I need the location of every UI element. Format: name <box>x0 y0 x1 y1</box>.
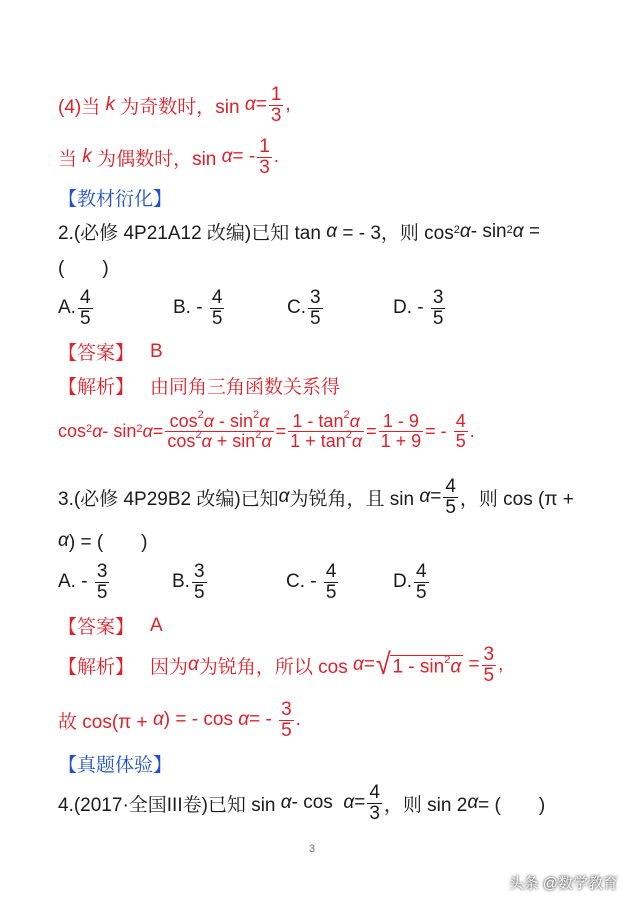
text: 4.(2017·全国III卷)已知 sin <box>58 794 276 816</box>
text: - sin <box>470 220 507 242</box>
fraction <box>324 562 339 603</box>
exponent: 2 <box>343 409 350 421</box>
var-alpha: α <box>343 792 355 814</box>
option-b <box>172 562 209 603</box>
option-label: A. <box>58 571 76 593</box>
text: ) = - cos <box>163 709 233 731</box>
text: 为偶数时，sin <box>97 148 217 170</box>
sqrt <box>375 648 463 682</box>
explanation-3-conclusion <box>58 700 301 741</box>
fraction-4 <box>454 412 468 451</box>
text: 1 + tan <box>290 430 346 451</box>
text: 因为 <box>150 656 189 678</box>
var-alpha: α <box>326 220 338 242</box>
option-b <box>173 288 226 329</box>
exponent: 2 <box>136 423 143 436</box>
fraction <box>95 562 110 603</box>
numerator: 4 <box>369 782 380 803</box>
var-alpha: α <box>467 792 479 814</box>
numerator: 3 <box>432 287 444 308</box>
equals: = <box>528 220 540 242</box>
fraction-2 <box>288 409 364 451</box>
denominator <box>288 428 364 451</box>
question-3-blank <box>58 527 147 554</box>
text: - sin <box>102 420 137 441</box>
answer-line-odd-k <box>58 85 291 126</box>
numerator: 4 <box>79 287 91 308</box>
var-alpha: α <box>188 654 199 676</box>
fraction <box>308 288 323 329</box>
denominator: 5 <box>281 719 292 741</box>
denominator: 3 <box>270 104 282 126</box>
answer-2 <box>58 338 163 365</box>
option-a <box>58 562 111 603</box>
fraction <box>210 288 225 329</box>
fraction <box>431 288 446 329</box>
option-label: B. <box>173 297 191 319</box>
equals: = <box>275 420 287 441</box>
text: = ( ) <box>478 794 546 816</box>
text: - cos <box>291 792 333 814</box>
text: + sin <box>211 430 256 451</box>
text: cos <box>58 420 87 441</box>
exponent: 2 <box>86 423 93 436</box>
text: 当 <box>58 148 78 170</box>
explanation-2-formula <box>58 409 475 451</box>
numerator: 1 <box>259 136 270 157</box>
var-alpha: α <box>349 411 360 431</box>
question-4-stem <box>58 783 545 824</box>
fraction <box>192 562 207 603</box>
equals: = <box>468 654 480 676</box>
var-alpha: α <box>201 430 212 451</box>
option-label: C. <box>286 571 305 593</box>
option-label: B. <box>172 571 190 593</box>
numerator: 4 <box>211 287 223 308</box>
var-alpha: α <box>142 420 153 441</box>
denominator: 5 <box>483 664 495 686</box>
text: 1 - sin <box>392 656 445 678</box>
equals: = <box>255 94 267 116</box>
exponent: 2 <box>444 653 451 666</box>
var-alpha: α <box>152 709 164 731</box>
answer-value: A <box>150 614 163 636</box>
denominator: 3 <box>259 156 270 178</box>
equals: = - <box>232 146 256 168</box>
text: = - 3，则 cos <box>342 223 454 244</box>
denominator: 5 <box>193 581 205 603</box>
numerator: 3 <box>281 699 292 720</box>
equals: = <box>152 420 164 441</box>
answer-value: B <box>150 340 163 362</box>
punct: . <box>469 420 475 441</box>
var-alpha: α <box>221 146 233 168</box>
sign: - <box>417 297 424 319</box>
fraction <box>257 137 272 178</box>
var-alpha: α <box>280 792 292 814</box>
sign: - <box>310 571 317 593</box>
text: ，则 sin 2 <box>383 794 468 816</box>
explanation-2-header <box>58 372 340 399</box>
fraction <box>269 85 284 126</box>
option-label: A. <box>58 297 76 319</box>
text: 2.(必修 4P21A12 改编)已知 tan <box>58 223 321 244</box>
punct: , <box>498 654 504 676</box>
watermark: 头条 @数学教育 <box>508 875 618 892</box>
var-alpha: α <box>419 486 431 508</box>
var-alpha: α <box>238 709 250 731</box>
numerator: 4 <box>325 561 337 582</box>
fraction <box>367 783 382 824</box>
fraction <box>78 288 93 329</box>
equals: = <box>430 486 442 508</box>
text: cos <box>169 411 198 431</box>
var-alpha: α <box>58 529 69 551</box>
exponent: 2 <box>453 223 460 236</box>
answer-line-even-k <box>58 137 279 178</box>
exponent: 2 <box>253 409 260 421</box>
section-heading-real-exam: 【真题体验】 <box>58 755 173 776</box>
denominator: 5 <box>432 307 444 329</box>
explanation-tag: 【解析】 <box>58 377 135 398</box>
radicand <box>390 655 463 678</box>
denominator: 5 <box>445 496 456 518</box>
text: 3.(必修 4P29B2 改编)已知 <box>58 488 279 510</box>
text: cos <box>167 430 196 451</box>
denominator: 5 <box>455 430 466 451</box>
option-label: C. <box>287 297 306 319</box>
option-label: D. <box>393 297 412 319</box>
option-label: D. <box>393 571 412 593</box>
denominator: 1 + 9 <box>380 430 422 451</box>
explanation-tag: 【解析】 <box>58 656 135 678</box>
option-c <box>287 288 325 329</box>
fraction <box>482 645 497 686</box>
punct: . <box>273 146 280 168</box>
question-2-stem <box>58 218 540 245</box>
explanation-text: 由同角三角函数关系得 <box>150 377 341 398</box>
punct: , <box>285 94 291 116</box>
numerator: 3 <box>310 287 321 308</box>
var-k: k <box>105 94 116 116</box>
exponent: 2 <box>345 428 352 441</box>
option-a <box>58 288 95 329</box>
answer-tag: 【答案】 <box>58 343 135 364</box>
var-alpha: α <box>278 486 290 508</box>
var-alpha: α <box>459 220 471 242</box>
var-alpha: α <box>351 430 363 451</box>
denominator: 3 <box>369 802 380 824</box>
text: ) = ( ) <box>68 532 148 553</box>
denominator: 5 <box>325 581 337 603</box>
question-3-stem <box>58 477 574 518</box>
explanation-3 <box>58 645 503 686</box>
question-2-blank: ( ) <box>58 258 109 279</box>
fraction <box>443 477 458 518</box>
page-number: 3 <box>309 843 316 855</box>
var-alpha: α <box>353 654 364 676</box>
exponent: 2 <box>506 223 513 236</box>
var-alpha: α <box>450 656 462 678</box>
fraction-1 <box>165 409 273 451</box>
radical-sign-icon: √ <box>375 648 391 682</box>
fraction-3 <box>379 412 424 451</box>
numerator: 3 <box>96 561 108 582</box>
var-k: k <box>82 146 92 168</box>
exponent: 2 <box>255 428 262 441</box>
section-heading-textbook: 【教材衍化】 <box>58 189 173 210</box>
numerator: 3 <box>483 644 495 665</box>
sign: - <box>81 571 88 593</box>
var-alpha: α <box>203 411 214 431</box>
numerator: 1 - 9 <box>382 411 419 431</box>
denominator: 5 <box>79 307 91 329</box>
text: 1 - tan <box>292 411 344 431</box>
option-d <box>393 288 447 329</box>
option-c <box>286 562 340 603</box>
text: 为奇数时，sin <box>120 96 240 118</box>
equals: = - <box>425 420 447 441</box>
var-alpha: α <box>244 94 256 116</box>
numerator: 4 <box>445 476 456 497</box>
text: 为锐角，且 sin <box>289 488 415 510</box>
numerator: 1 <box>270 84 282 105</box>
text: ，则 cos (π + <box>459 488 574 510</box>
equals: = <box>363 654 375 676</box>
denominator <box>165 428 273 451</box>
answer-tag: 【答案】 <box>58 617 135 638</box>
numerator: 4 <box>416 561 427 582</box>
option-d <box>393 562 431 603</box>
text: 故 cos(π + <box>58 711 148 733</box>
punct: . <box>295 709 301 731</box>
text: (4)当 <box>58 96 101 118</box>
numerator: 4 <box>455 411 466 431</box>
exponent: 2 <box>197 409 204 421</box>
text: - sin <box>213 411 253 431</box>
denominator: 5 <box>416 581 427 603</box>
var-alpha: α <box>261 430 272 451</box>
var-alpha: α <box>259 411 270 431</box>
equals: = - <box>249 709 272 731</box>
exponent: 2 <box>195 428 202 441</box>
equals: = <box>354 792 366 814</box>
fraction <box>414 562 429 603</box>
denominator: 5 <box>96 581 108 603</box>
text: 为锐角，所以 cos <box>198 656 348 678</box>
equals: = <box>366 420 377 441</box>
var-alpha: α <box>92 420 103 441</box>
numerator: 3 <box>193 561 205 582</box>
fraction <box>279 700 294 741</box>
var-alpha: α <box>512 220 524 242</box>
denominator: 5 <box>211 307 223 329</box>
sign: - <box>196 297 203 319</box>
answer-3 <box>58 612 163 639</box>
denominator: 5 <box>310 307 321 329</box>
